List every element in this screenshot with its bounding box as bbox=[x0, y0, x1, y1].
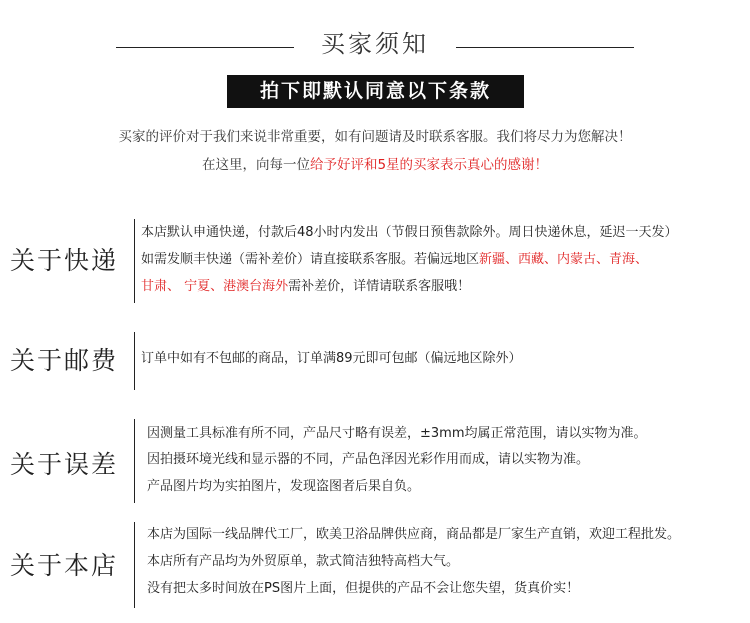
section-postage bbox=[0, 332, 750, 392]
intro-thanks-highlight: 给予好评和5星的买家表示真心的感谢！ bbox=[309, 157, 549, 173]
error-line-3: 产品图片均为实拍图片，发现盗图者后果自负。 bbox=[147, 479, 421, 494]
section-divider bbox=[134, 522, 135, 608]
section-delivery bbox=[0, 217, 750, 307]
delivery-line-2 bbox=[141, 251, 648, 269]
store-line-3: 没有把太多时间放在PS图片上面，但提供的产品不会让您失望，货真价实！ bbox=[147, 581, 580, 596]
delivery-line-1: 本店默认申通快递，付款后48小时内发出（节假日预售款除外。周日快递休息，延迟一天发） bbox=[141, 225, 678, 240]
intro-line-1 bbox=[0, 127, 750, 147]
store-line-1: 本店为国际一线品牌代工厂，欧美卫浴品牌供应商，商品都是厂家生产直销，欢迎工程批发。 bbox=[147, 527, 681, 542]
section-heading-delivery: 关于快递 bbox=[10, 246, 119, 275]
section-heading-store: 关于本店 bbox=[10, 551, 119, 580]
delivery-line-3-text: 需补差价，详情请联系客服哦！ bbox=[288, 279, 471, 294]
page-title: 买家须知 bbox=[321, 30, 429, 58]
section-divider bbox=[134, 332, 135, 390]
section-heading-error: 关于误差 bbox=[10, 450, 119, 479]
error-line-1: 因测量工具标准有所不同，产品尺寸略有误差，±3mm均属正常范围，请以实物为准。 bbox=[147, 426, 647, 441]
section-error bbox=[0, 417, 750, 505]
intro-text-2: 在这里，向每一位 bbox=[201, 157, 310, 173]
delivery-remote-regions-2: 甘肃、 宁夏、港澳台海外 bbox=[141, 279, 289, 294]
delivery-line-2-text: 如需发顺丰快递（需补差价）请直接联系客服。若偏远地区 bbox=[141, 252, 480, 267]
title-rule-right bbox=[456, 47, 634, 48]
section-store bbox=[0, 518, 750, 613]
section-divider bbox=[134, 419, 135, 503]
intro-line-2 bbox=[0, 155, 750, 175]
intro-text-1: 买家的评价对于我们来说非常重要，如有问题请及时联系客服。我们将尽力为您解决！ bbox=[118, 129, 632, 145]
section-divider bbox=[134, 219, 135, 303]
delivery-remote-regions: 新疆、西藏、内蒙古、青海、 bbox=[479, 252, 649, 267]
delivery-line-3 bbox=[141, 278, 470, 296]
section-heading-postage: 关于邮费 bbox=[10, 346, 119, 375]
terms-banner: 拍下即默认同意以下条款 bbox=[227, 75, 524, 108]
postage-line-1: 订单中如有不包邮的商品，订单满89元即可包邮（偏远地区除外） bbox=[141, 351, 522, 366]
store-line-2: 本店所有产品均为外贸原单，款式简洁独特高档大气。 bbox=[147, 554, 460, 569]
error-line-2: 因拍摄环境光线和显示器的不同，产品色泽因光彩作用而成，请以实物为准。 bbox=[147, 452, 590, 467]
